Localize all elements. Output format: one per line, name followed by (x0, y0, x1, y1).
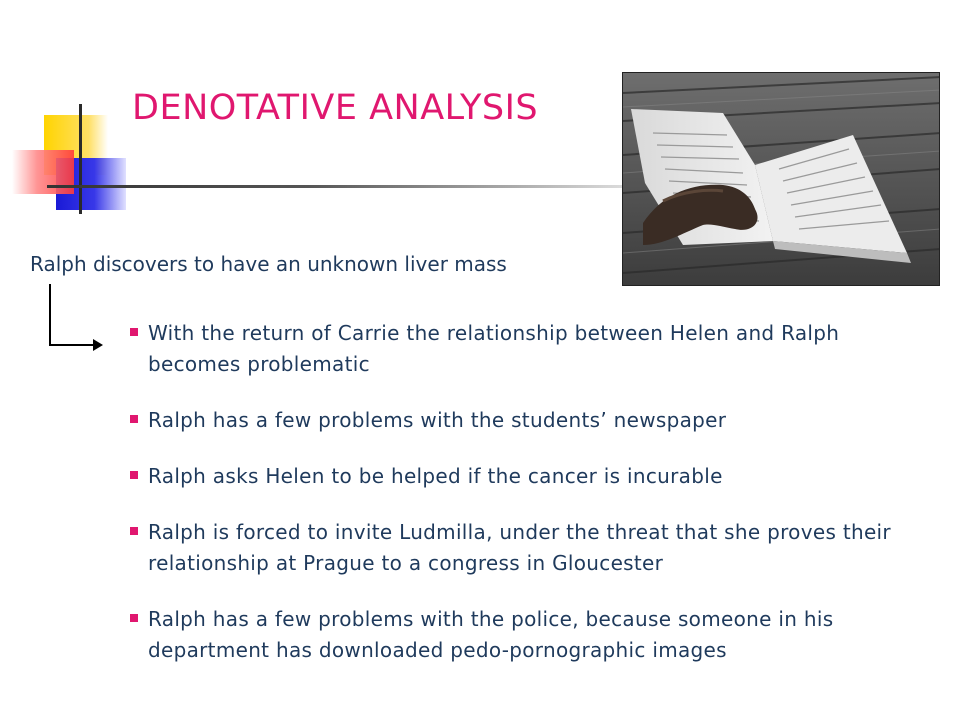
subtitle-statement: Ralph discovers to have an unknown liver mass (30, 252, 507, 276)
bullet-item (130, 517, 930, 579)
bullet-item (130, 405, 930, 436)
square-bullet-icon (130, 415, 138, 423)
title-underline (47, 185, 627, 188)
bullet-text: Ralph has a few problems with the police, because someone in his department has downloaded pedo-pornographic images (148, 607, 834, 662)
bullet-item (130, 604, 930, 666)
book-photo (622, 72, 940, 286)
bullet-text: Ralph asks Helen to be helped if the cancer is incurable (148, 464, 723, 488)
bullet-text: Ralph has a few problems with the students’ newspaper (148, 408, 727, 432)
connector-line-vertical (49, 284, 51, 346)
bullet-item (130, 318, 930, 380)
square-bullet-icon (130, 328, 138, 336)
bullet-list (130, 318, 930, 691)
decor-vertical-line (79, 104, 82, 214)
bullet-text: With the return of Carrie the relationship between Helen and Ralph becomes problematic (148, 321, 840, 376)
bullet-item (130, 461, 930, 492)
connector-line-horizontal (49, 344, 95, 346)
square-bullet-icon (130, 471, 138, 479)
arrow-right-icon (93, 339, 103, 351)
bullet-text: Ralph is forced to invite Ludmilla, under the threat that she proves their relationship at Prague to a congress in Gloucester (148, 520, 891, 575)
square-bullet-icon (130, 614, 138, 622)
square-bullet-icon (130, 527, 138, 535)
slide-title: DENOTATIVE ANALYSIS (132, 88, 539, 128)
